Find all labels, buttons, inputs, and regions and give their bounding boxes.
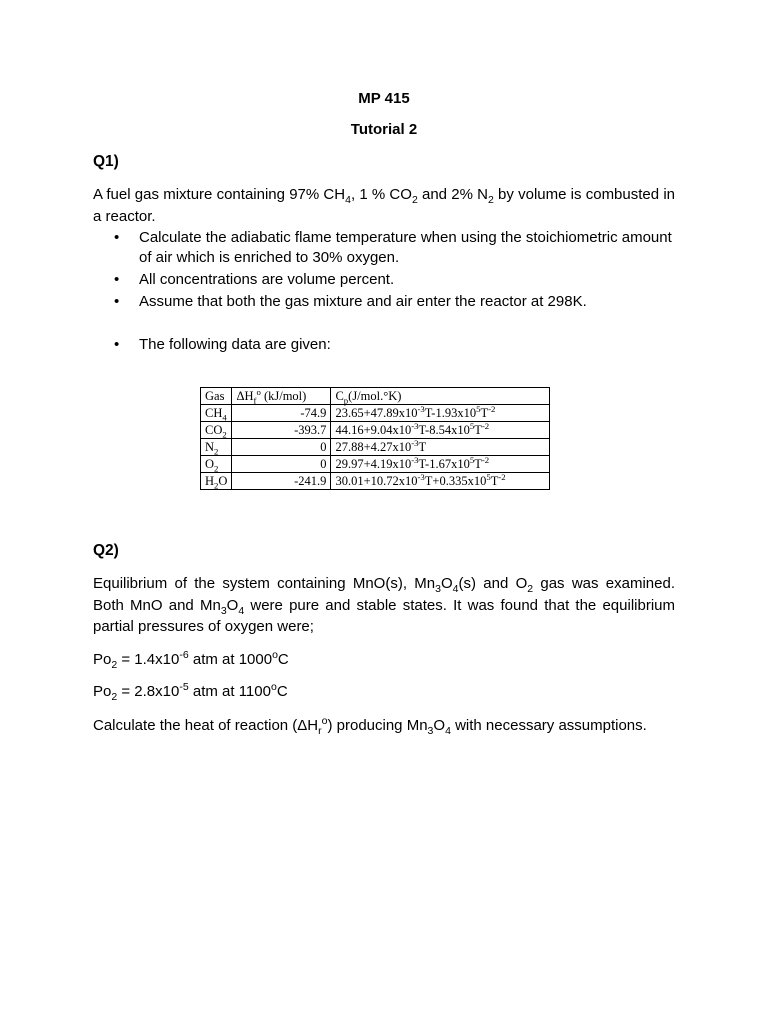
bullet-icon: • — [114, 229, 120, 246]
cp-cell: $29.97+4.19x10^{-3}T-1.67x10^5T^{-2}$ — [331, 456, 550, 473]
tutorial-title: Tutorial 2 — [350, 121, 418, 138]
enthalpy-cell: 0 — [232, 456, 331, 473]
equation-1: $Po_2 = 1.4x10^{-6}$ atm at 1000$^o$C — [93, 649, 289, 671]
bullet-item — [114, 335, 676, 355]
header-enthalpy: $\Delta H_f^o$ (kJ/mol) — [232, 388, 331, 405]
cp-cell: $27.88+4.27x10^{-3}T$ — [331, 439, 550, 456]
course-title: MP 415 — [358, 90, 410, 107]
bullet-icon: • — [114, 271, 120, 288]
cp-cell: $23.65+47.89x10^{-3}T-1.93x10^5T^{-2}$ — [331, 405, 550, 422]
bullet-item — [114, 270, 676, 290]
bullet-text: Calculate the adiabatic flame temperature when using the stoichiometric amount of air which is enriched to 30% oxygen. — [139, 229, 672, 266]
question-2-label: Q2) — [93, 542, 119, 559]
enthalpy-cell: 0 — [232, 439, 331, 456]
bullet-icon: • — [114, 336, 120, 353]
question-1-label: Q1) — [93, 153, 119, 170]
table-row — [201, 439, 550, 456]
enthalpy-cell: -241.9 — [232, 473, 331, 490]
gas-cell: $O_2$ — [201, 456, 232, 473]
bullet-icon: • — [114, 293, 120, 310]
question-2-task: Calculate the heat of reaction $(\Delta H_r^o)$ producing $Mn_3O_4$ with necessary assumptions. — [93, 715, 647, 737]
question-1-intro: A fuel gas mixture containing 97% $CH_4$, 1 % $CO_2$ and 2% $N_2$ by volume is combusted in a reactor. — [93, 186, 675, 225]
bullet-text: Assume that both the gas mixture and air enter the reactor at 298K. — [139, 293, 587, 310]
cp-cell: $30.01+10.72x10^{-3}T+0.335x10^5T^{-2}$ — [331, 473, 550, 490]
thermo-data-table — [200, 387, 550, 490]
header-gas: Gas — [201, 388, 232, 405]
table-row — [201, 422, 550, 439]
equation-2: $Po_2 = 2.8x10^{-5}$ atm at 1100$^o$C — [93, 681, 288, 703]
table-header-row — [201, 388, 550, 405]
gas-cell: $H_2O$ — [201, 473, 232, 490]
enthalpy-cell: -74.9 — [232, 405, 331, 422]
gas-cell: $CO_2$ — [201, 422, 232, 439]
table-row — [201, 456, 550, 473]
table-row — [201, 473, 550, 490]
bullet-item — [114, 292, 676, 312]
bullet-text: The following data are given: — [139, 336, 331, 353]
gas-cell: $N_2$ — [201, 439, 232, 456]
question-2-intro: Equilibrium of the system containing MnO(s), $Mn_3O_4(s)$ and $O_2$ gas was examined. Both MnO and $Mn_3O_4$ were pure and stable states. It was found that the equilibrium partial pressures of oxygen were; — [93, 575, 675, 635]
table-row — [201, 405, 550, 422]
gas-cell: $CH_4$ — [201, 405, 232, 422]
bullet-item — [114, 228, 676, 268]
enthalpy-cell: -393.7 — [232, 422, 331, 439]
header-heat-capacity: $C_p(J/mol.^\circ K)$ — [331, 388, 550, 405]
cp-cell: $44.16+9.04x10^{-3}T-8.54x10^5T^{-2}$ — [331, 422, 550, 439]
bullet-text: All concentrations are volume percent. — [139, 271, 395, 288]
